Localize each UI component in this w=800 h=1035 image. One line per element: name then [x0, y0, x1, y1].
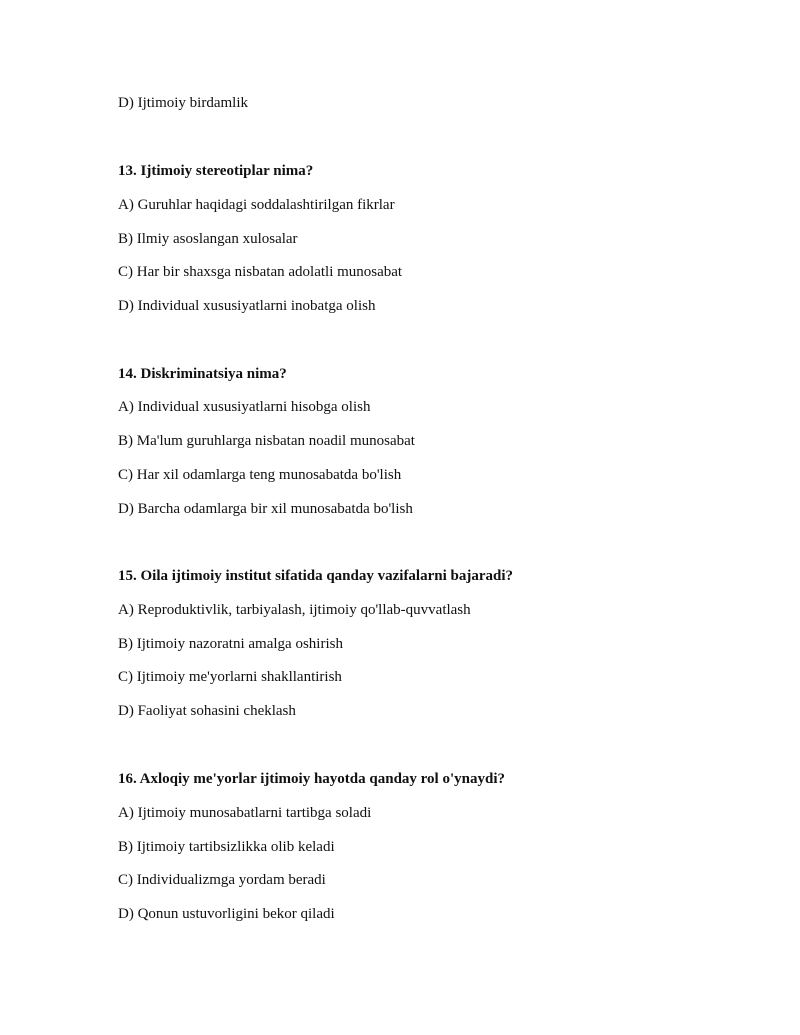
option-12-d: D) Ijtimoiy birdamlik	[118, 95, 248, 111]
option-16-d: D) Qonun ustuvorligini bekor qiladi	[118, 906, 335, 922]
option-14-a: A) Individual xususiyatlarni hisobga olish	[118, 399, 371, 415]
option-16-b: B) Ijtimoiy tartibsizlikka olib keladi	[118, 839, 335, 855]
question-13-title: 13. Ijtimoiy stereotiplar nima?	[118, 163, 314, 179]
option-15-c: C) Ijtimoiy me'yorlarni shakllantirish	[118, 669, 342, 685]
question-14-title: 14. Diskriminatsiya nima?	[118, 366, 287, 382]
option-13-d: D) Individual xususiyatlarni inobatga olish	[118, 298, 376, 314]
option-14-c: C) Har xil odamlarga teng munosabatda bo'lish	[118, 467, 402, 483]
option-13-b: B) Ilmiy asoslangan xulosalar	[118, 231, 298, 247]
option-13-a: A) Guruhlar haqidagi soddalashtirilgan fikrlar	[118, 197, 395, 213]
question-15-title: 15. Oila ijtimoiy institut sifatida qanday vazifalarni bajaradi?	[118, 568, 514, 584]
option-14-b: B) Ma'lum guruhlarga nisbatan noadil munosabat	[118, 433, 415, 449]
option-15-d: D) Faoliyat sohasini cheklash	[118, 703, 296, 719]
option-16-a: A) Ijtimoiy munosabatlarni tartibga soladi	[118, 805, 372, 821]
option-13-c: C) Har bir shaxsga nisbatan adolatli munosabat	[118, 264, 403, 280]
option-15-b: B) Ijtimoiy nazoratni amalga oshirish	[118, 636, 343, 652]
option-14-d: D) Barcha odamlarga bir xil munosabatda bo'lish	[118, 501, 413, 517]
option-16-c: C) Individualizmga yordam beradi	[118, 872, 326, 888]
option-15-a: A) Reproduktivlik, tarbiyalash, ijtimoiy qo'llab-quvvatlash	[118, 602, 471, 618]
question-16-title: 16. Axloqiy me'yorlar ijtimoiy hayotda qanday rol o'ynaydi?	[118, 771, 505, 787]
